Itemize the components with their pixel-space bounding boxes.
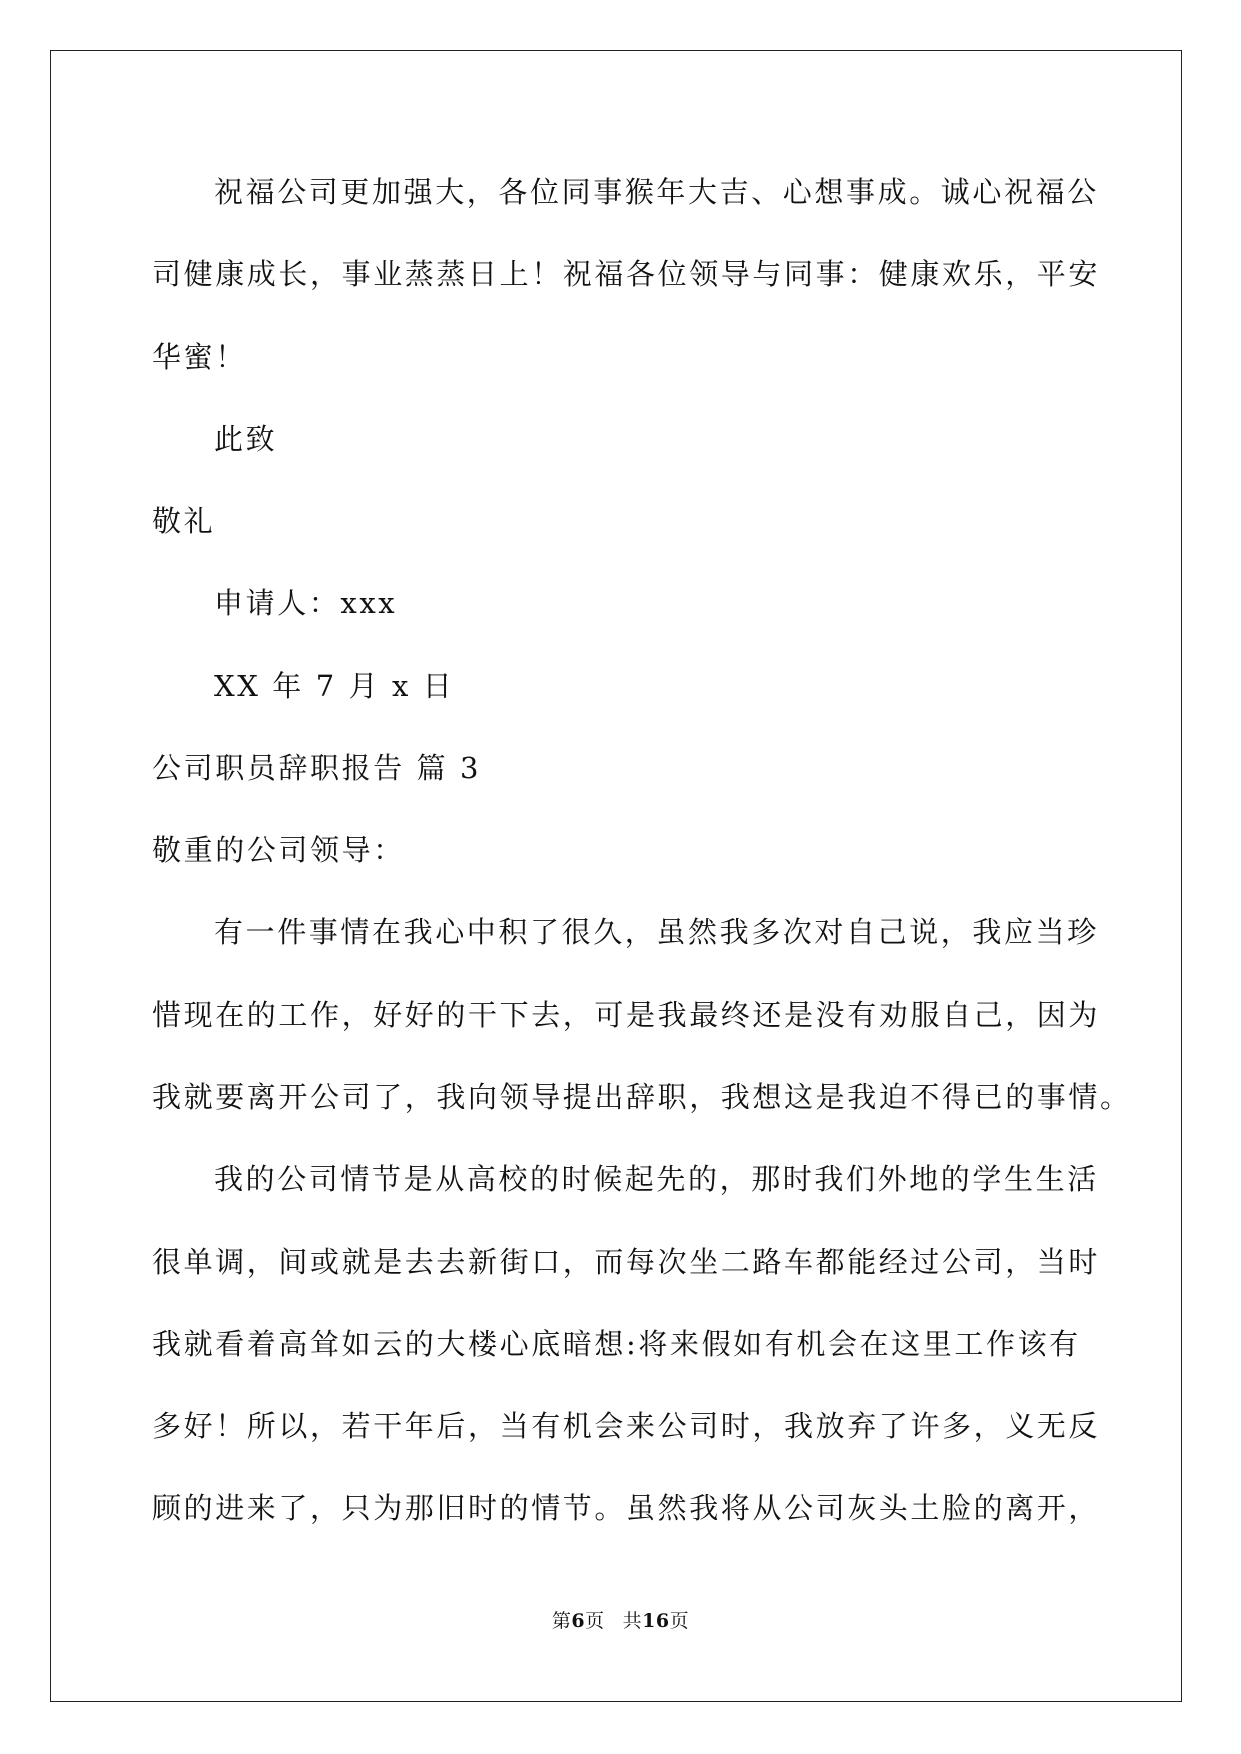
paragraph-line: 多好！所以，若干年后，当有机会来公司时，我放弃了许多，义无反 bbox=[152, 1409, 1101, 1443]
section-heading: 公司职员辞职报告 篇 3 bbox=[152, 751, 482, 785]
greeting-line: 敬重的公司领导： bbox=[152, 833, 405, 867]
total-prefix: 共 bbox=[622, 1610, 643, 1632]
paragraph-line: 司健康成长，事业蒸蒸日上！祝福各位领导与同事：健康欢乐，平安 bbox=[152, 257, 1101, 291]
paragraph-line: 我就看着高耸如云的大楼心底暗想:将来假如有机会在这里工作该有 bbox=[152, 1327, 1081, 1361]
paragraph-line: 很单调，间或就是去去新街口，而每次坐二路车都能经过公司，当时 bbox=[152, 1245, 1101, 1279]
salutation: 敬礼 bbox=[152, 504, 216, 538]
date-line: XX 年 7 月 x 日 bbox=[214, 669, 455, 703]
paragraph-line: 顾的进来了，只为那旧时的情节。虽然我将从公司灰头土脸的离开， bbox=[152, 1491, 1101, 1525]
applicant-line: 申请人：xxx bbox=[214, 586, 398, 620]
paragraph-line: 惜现在的工作，好好的干下去，可是我最终还是没有劝服自己，因为 bbox=[152, 998, 1101, 1032]
paragraph-line: 华蜜！ bbox=[152, 340, 247, 374]
page-suffix: 页 bbox=[585, 1610, 605, 1632]
page-number: 6 bbox=[571, 1610, 586, 1632]
paragraph-line: 我就要离开公司了，我向领导提出辞职，我想这是我迫不得已的事情。 bbox=[152, 1080, 1132, 1114]
paragraph-line: 有一件事情在我心中积了很久，虽然我多次对自己说，我应当珍 bbox=[214, 915, 1099, 949]
total-pages: 16 bbox=[642, 1610, 670, 1632]
page-border bbox=[50, 50, 1182, 1702]
closing-phrase: 此致 bbox=[214, 422, 278, 456]
paragraph-line: 祝福公司更加强大，各位同事猴年大吉、心想事成。诚心祝福公 bbox=[214, 175, 1099, 209]
page-prefix: 第 bbox=[551, 1610, 572, 1632]
total-suffix: 页 bbox=[669, 1610, 690, 1632]
paragraph-line: 我的公司情节是从高校的时候起先的，那时我们外地的学生生活 bbox=[214, 1162, 1099, 1196]
page-footer bbox=[0, 1608, 1241, 1634]
